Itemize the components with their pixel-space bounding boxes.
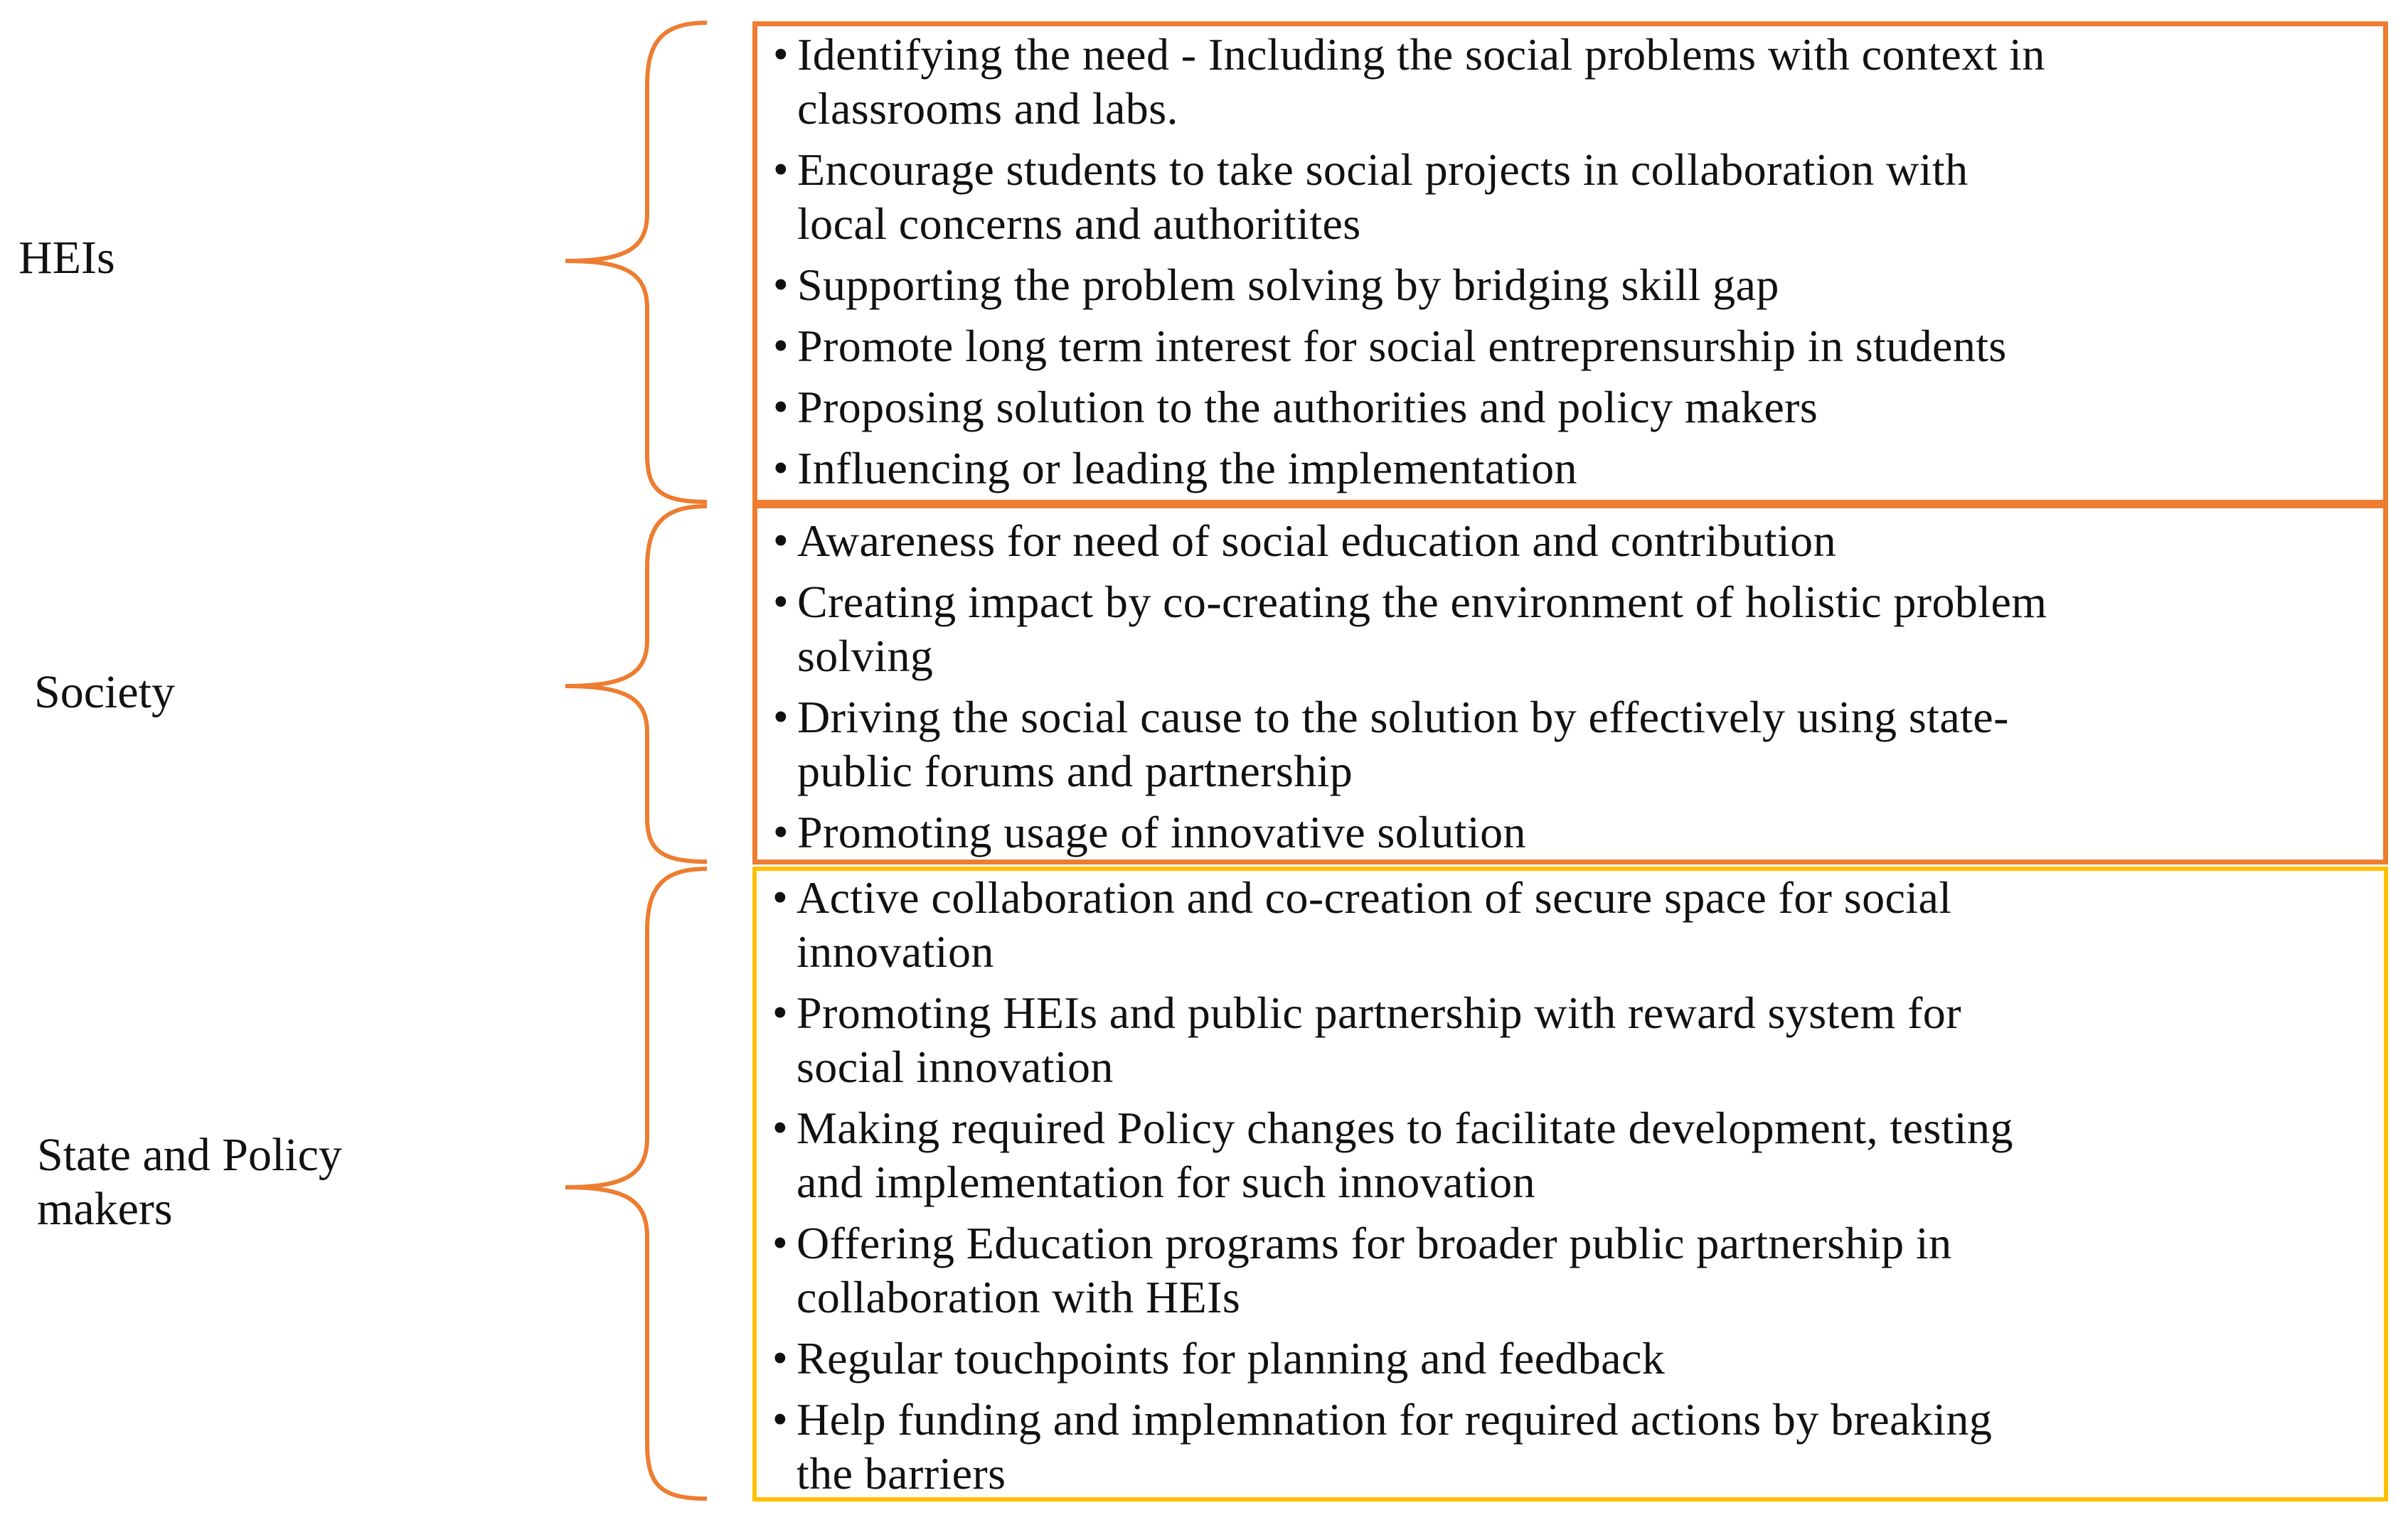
- bullet-icon: •: [773, 383, 789, 432]
- bullet-text-line: Offering Education programs for broader public partnership in: [797, 1218, 1952, 1268]
- bullet-item: [757, 575, 2383, 683]
- label-text: Society: [34, 666, 175, 718]
- bullet-text-line: Proposing solution to the authorities and policy makers: [797, 382, 1818, 432]
- bullet-item: [757, 1101, 2384, 1209]
- state-brace-icon: [565, 869, 707, 1499]
- bullet-text-line: Promoting usage of innovative solution: [797, 807, 1526, 857]
- bullet-text-line: Promoting HEIs and public partnership with reward system for: [797, 988, 1961, 1038]
- bullet-text-line: classrooms and labs.: [797, 83, 1178, 134]
- bullet-text-line: Driving the social cause to the solution by effectively using state-: [797, 692, 2009, 742]
- bullet-icon: •: [773, 517, 789, 565]
- bullet-icon: •: [772, 874, 788, 922]
- bullet-icon: •: [773, 146, 789, 194]
- bullet-text-line: Encourage students to take social projects in collaboration with: [797, 144, 1969, 195]
- bullet-text-line: Help funding and implemnation for required actions by breaking: [797, 1394, 1993, 1445]
- bullet-text-line: solving: [797, 631, 934, 681]
- bullet-text-line: collaboration with HEIs: [797, 1272, 1241, 1322]
- bullet-text-line: Identifying the need - Including the social problems with context in: [797, 29, 2045, 80]
- bullet-icon: •: [773, 693, 789, 742]
- state-policy-box: [752, 867, 2388, 1502]
- society-box: [752, 503, 2388, 865]
- bullet-text-line: and implementation for such innovation: [797, 1157, 1535, 1207]
- society-brace-icon: [565, 506, 707, 862]
- bullet-icon: •: [773, 261, 789, 309]
- bullet-icon: •: [772, 1396, 788, 1444]
- society-label: [34, 665, 175, 719]
- bullet-item: [757, 1332, 2384, 1386]
- heis-box: [752, 21, 2388, 505]
- bullet-text-line: Promote long term interest for social entreprensurship in students: [797, 321, 2007, 371]
- bullet-item: [757, 319, 2383, 373]
- bullet-text-line: local concerns and authoritites: [797, 198, 1361, 249]
- bullet-icon: •: [772, 1104, 788, 1152]
- bullet-text-line: Active collaboration and co-creation of secure space for social: [797, 872, 1952, 923]
- label-text: makers: [37, 1183, 173, 1235]
- bullet-text-line: public forums and partnership: [797, 746, 1353, 796]
- bullet-text-line: Regular touchpoints for planning and feedback: [797, 1333, 1666, 1383]
- bullet-text-line: Influencing or leading the implementation: [797, 443, 1577, 493]
- bullet-text-line: Creating impact by co-creating the environment of holistic problem: [797, 577, 2047, 627]
- bullet-item: [757, 514, 2383, 568]
- bullet-text-line: social innovation: [797, 1042, 1114, 1092]
- bullet-item: [757, 871, 2384, 979]
- bullet-text-line: Awareness for need of social education and contribution: [797, 515, 1836, 566]
- label-text: State and Policy: [37, 1129, 342, 1181]
- bullet-item: [757, 690, 2383, 798]
- bullet-item: [757, 28, 2383, 136]
- bullet-item: [757, 806, 2383, 860]
- heis-brace-icon: [565, 23, 707, 502]
- label-text: HEIs: [18, 232, 115, 284]
- bullet-item: [757, 441, 2383, 496]
- bullet-icon: •: [773, 31, 789, 79]
- bullet-item: [757, 1216, 2384, 1324]
- bullet-item: [757, 258, 2383, 312]
- bullet-icon: •: [772, 989, 788, 1037]
- bullet-item: [757, 380, 2383, 434]
- bullet-icon: •: [772, 1219, 788, 1268]
- bullet-text-line: Supporting the problem solving by bridging skill gap: [797, 259, 1779, 310]
- bullet-icon: •: [773, 322, 789, 370]
- bullet-item: [757, 1393, 2384, 1501]
- bullet-item: [757, 143, 2383, 251]
- bullet-text-line: Making required Policy changes to facilitate development, testing: [797, 1103, 2013, 1153]
- bullet-icon: •: [773, 444, 789, 493]
- bullet-item: [757, 986, 2384, 1094]
- bullet-icon: •: [773, 808, 789, 857]
- heis-label: [18, 231, 115, 285]
- bullet-text-line: innovation: [797, 926, 994, 977]
- state-policy-label: [37, 1128, 342, 1236]
- bullet-text-line: the barriers: [797, 1448, 1006, 1499]
- bullet-icon: •: [773, 578, 789, 626]
- bullet-icon: •: [772, 1334, 788, 1383]
